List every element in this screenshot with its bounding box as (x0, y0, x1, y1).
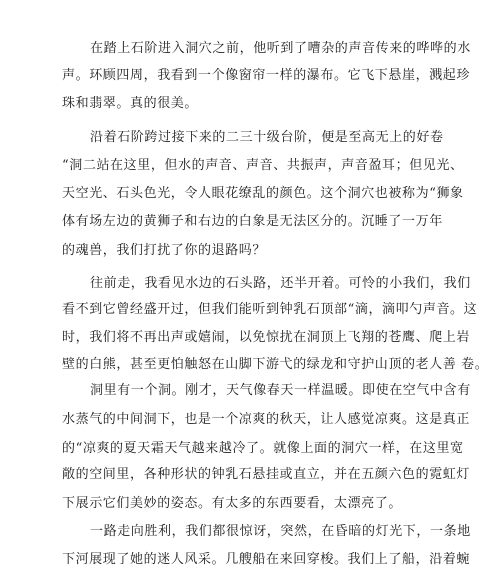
text-line: 体有场左边的黄狮子和右边的白象是无法区分的。沉睡了一万年 (62, 214, 443, 229)
text-line: 下河展现了她的迷人风采。几艘船在来回穿梭。我们上了船，沿着蜿 (62, 552, 471, 567)
text-line: 壁的白熊，甚至更怕触怒在山脚下游弋的绿龙和守护山顶的老人善 卷。 (62, 357, 489, 372)
text-line: 声。环顾四周，我看到一个像窗帘一样的瀑布。它飞下悬崖，溅起珍 (62, 68, 471, 83)
text-line: 在踏上石阶进入洞穴之前，他听到了嘈杂的声音传来的哗哗的水 (90, 41, 471, 56)
text-line: 的“凉爽的夏天霜天气越来越冷了。就像上面的洞穴一样，在这里宽 (62, 441, 464, 456)
text-line: 沿着石阶跨过接下来的二三十级台阶，便是至高无上的好卷 (90, 130, 444, 145)
text-line: 一路走向胜利，我们都很惊讶，突然，在昏暗的灯光下，一条地 (90, 524, 471, 539)
text-line: 珠和翡翠。真的很美。 (62, 96, 199, 111)
text-line: 下展示它们美妙的姿态。有太多的东西要看，太漂亮了。 (62, 496, 403, 511)
text-line: 时，我们将不再出声或嬉闹，以免惊扰在洞顶上飞翔的苍鹰、爬上岩 (62, 330, 471, 345)
text-line: 往前走，我看见水边的石头路，还半开着。可怜的小我们，我们 (90, 276, 471, 291)
text-line: 的魂兽，我们打扰了你的退路吗？ (62, 243, 267, 258)
text-line: 水蒸气的中间洞下，也是一个凉爽的秋天，让人感觉凉爽。这是真正 (62, 412, 471, 427)
text-line: 天空光、石头色光，令人眼花缭乱的颜色。这个洞穴也被称为“狮象 (62, 186, 464, 201)
text-line: 洞里有一个洞。刚才，天气像春天一样温暖。即使在空气中含有 (90, 383, 471, 398)
text-line: 看不到它曾经盛开过，但我们能听到钟乳石顶部“滴，滴叩勺声音。这 (62, 302, 478, 317)
text-line: “洞二站在这里，但水的声音、声音、共振声，声音盈耳；但见光、 (62, 158, 464, 173)
text-line: 敞的空间里，各种形状的钟乳石悬挂或直立，并在五颜六色的霓虹灯 (62, 467, 471, 482)
